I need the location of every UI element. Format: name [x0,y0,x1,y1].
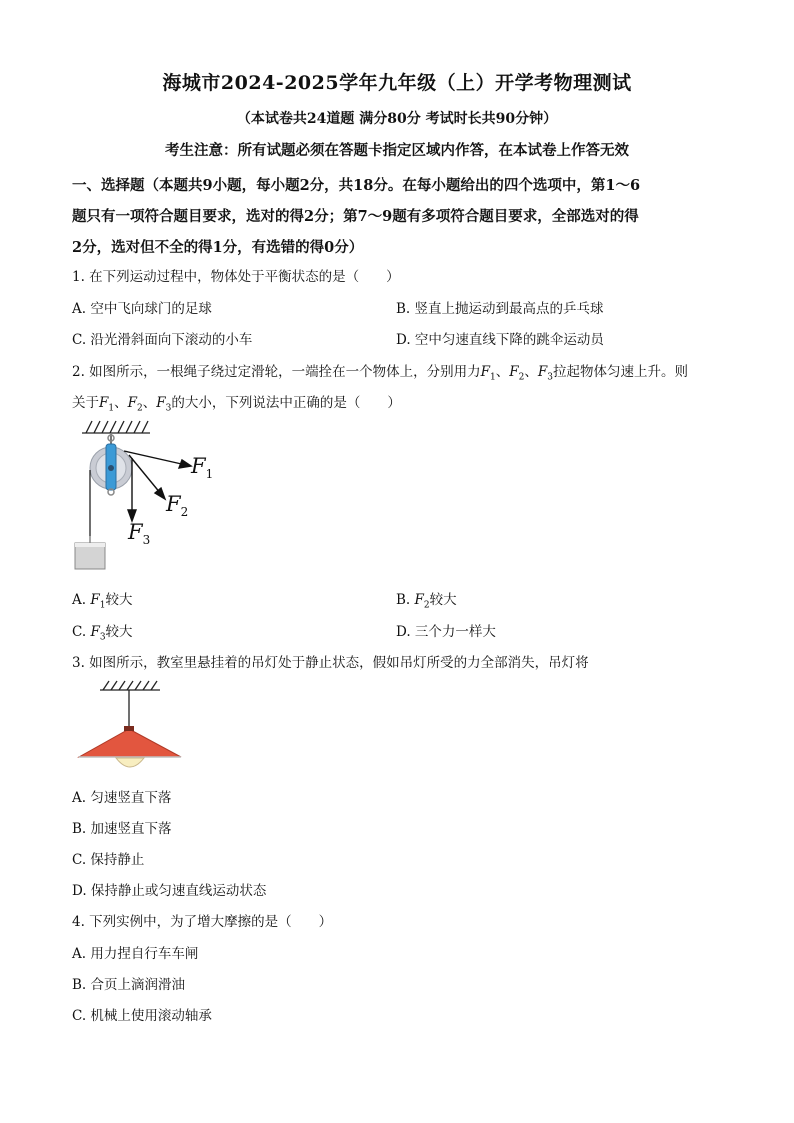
q2-option-c[interactable] [72,620,133,643]
q4-option-a[interactable]: A. 用力捏自行车车闸 [72,946,199,962]
section-line: 2分，选对但不全的得1分，有选错的得0分） [72,239,364,256]
question-3-stem: 3. 如图所示，教室里悬挂着的吊灯处于静止状态，假如吊灯所受的力全部消失，吊灯将 [72,655,589,671]
pulley-figure [72,418,232,578]
force-subscript: 2 [518,372,525,383]
force-subscript: 1 [205,467,214,482]
separator: 、 [142,395,157,411]
pulley-hook [108,433,114,444]
q2-option-d[interactable]: D. 三个力一样大 [396,624,496,640]
force-symbol: F [537,364,548,380]
force-symbol: F [509,364,519,380]
force-symbol: F [480,364,491,380]
force-symbol: F [191,454,206,478]
question-4-stem: 4. 下列实例中，为了增大摩擦的是（ ） [72,914,333,930]
section-instructions [72,170,722,263]
force-subscript: 1 [490,372,496,383]
option-text: 较大 [105,592,133,608]
exam-notice: 考生注意：所有试题必须在答题卡指定区域内作答，在本试卷上作答无效 [165,142,629,159]
section-line: 一、选择题（本题共9小题，每小题2分，共18分。在每小题给出的四个选项中，第1～6 [72,177,641,194]
separator: 、 [495,364,510,380]
option-letter: B. [396,592,415,608]
force-subscript: 2 [136,403,143,414]
stem-text: 关于 [72,395,99,411]
q3-option-d[interactable]: D. 保持静止或匀速直线运动状态 [72,883,267,899]
option-letter: A. [72,592,91,608]
hanging-lamp-figure [76,680,188,772]
stem-text: 拉起物体匀速上升。则 [553,364,688,380]
stem-text: 的大小，下列说法中正确的是（ ） [171,395,401,411]
force-symbol: F [166,492,181,516]
force-subscript: 3 [99,632,106,643]
q1-option-a[interactable]: A. 空中飞向球门的足球 [72,301,212,317]
label-f3 [128,520,150,547]
force-subscript: 1 [99,600,106,611]
question-1-stem: 1. 在下列运动过程中，物体处于平衡状态的是（ ） [72,269,400,285]
weight-block [75,536,105,569]
separator: 、 [524,364,538,380]
force-symbol: F [127,395,137,411]
force-symbol: F [99,395,109,411]
force-subscript: 3 [142,533,151,548]
force-symbol: F [90,624,100,640]
q4-option-b[interactable]: B. 合页上滴润滑油 [72,977,186,993]
question-2-stem [72,360,688,383]
q3-option-b[interactable]: B. 加速竖直下落 [72,821,172,837]
section-line: 题只有一项符合题目要求，选对的得2分；第7～9题有多项符合题目要求，全部选对的得 [72,208,639,225]
option-text: 较大 [105,624,133,640]
separator: 、 [114,395,128,411]
force-subscript: 2 [180,505,189,520]
force-subscript: 2 [423,600,430,611]
force-symbol: F [414,592,424,608]
label-f2 [166,492,188,519]
option-text: 较大 [429,592,457,608]
q2-option-b[interactable] [396,588,457,611]
label-f1 [191,454,213,481]
option-letter: C. [72,624,91,640]
q3-option-c[interactable]: C. 保持静止 [72,852,145,868]
force-subscript: 3 [165,403,172,414]
ceiling-hatch [82,421,150,433]
lamp-shade [79,726,181,757]
force-symbol: F [156,395,166,411]
q1-option-c[interactable]: C. 沿光滑斜面向下滚动的小车 [72,332,253,348]
q4-option-c[interactable]: C. 机械上使用滚动轴承 [72,1008,212,1024]
q1-option-d[interactable]: D. 空中匀速直线下降的跳伞运动员 [396,332,604,348]
question-2-stem-line2 [72,391,401,414]
exam-info: （本试卷共24道题 满分80分 考试时长共90分钟） [236,111,558,127]
light-bulb [116,758,144,767]
ceiling-hatch [100,681,160,690]
q3-option-a[interactable]: A. 匀速竖直下落 [72,790,172,806]
force-symbol: F [90,592,100,608]
page-title: 海城市2024-2025学年九年级（上）开学考物理测试 [162,72,632,94]
force-subscript: 3 [547,372,553,383]
q2-option-a[interactable] [72,588,132,611]
force-symbol: F [128,520,143,544]
q1-option-b[interactable]: B. 竖直上抛运动到最高点的乒乓球 [396,301,604,317]
force-subscript: 1 [108,403,115,414]
stem-text: 2. 如图所示，一根绳子绕过定滑轮，一端拴在一个物体上，分别用力 [72,364,481,380]
